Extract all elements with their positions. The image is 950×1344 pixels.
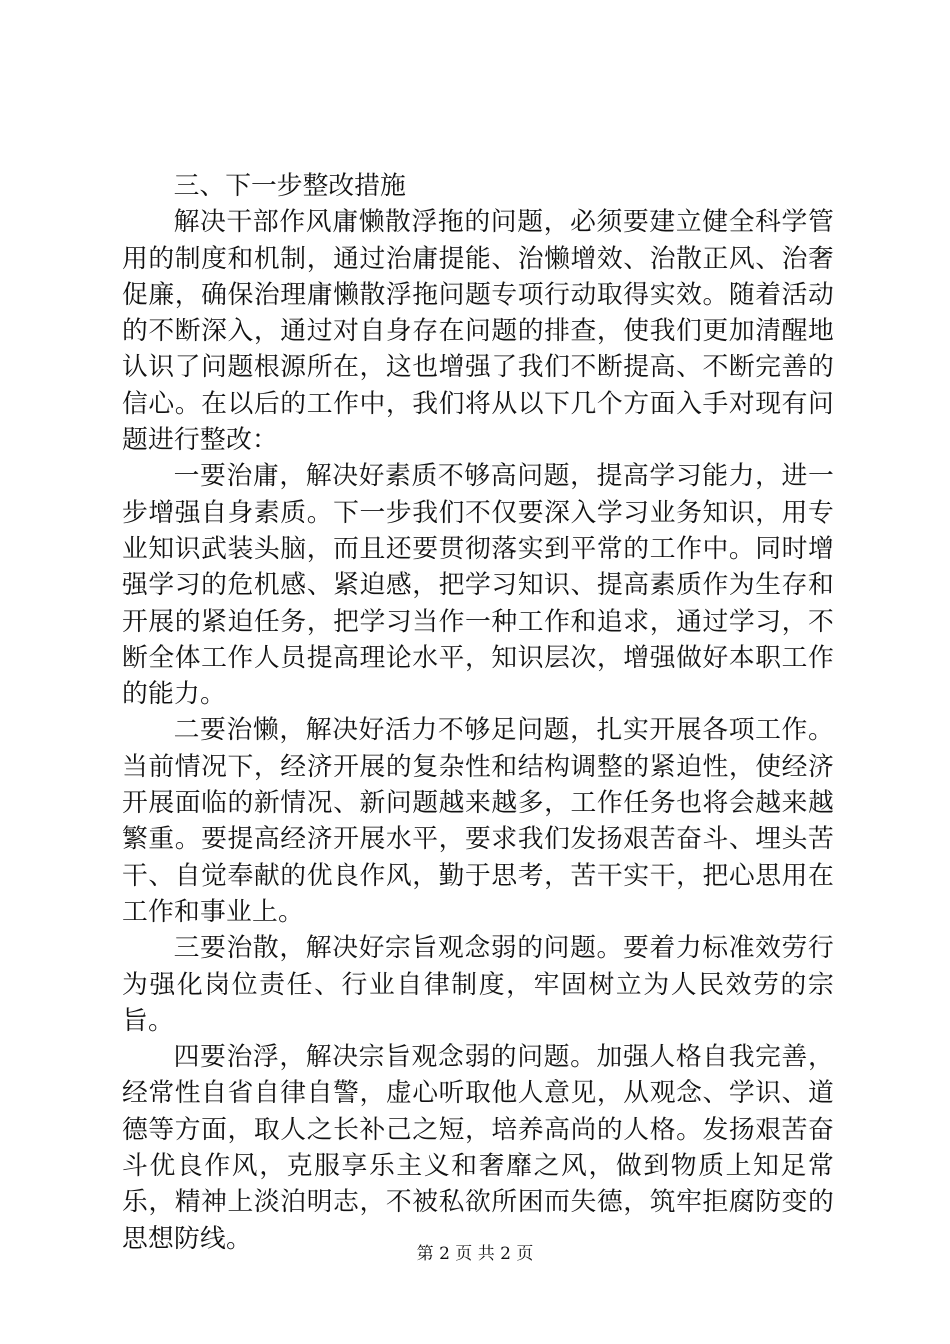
section-heading: 三、下一步整改措施 [173,171,406,201]
paragraph-measure-3: 三要治散，解决好宗旨观念弱的问题。要着力标准效劳行为强化岗位责任、行业自律制度，牢固树立为人民效劳的宗旨。 [122,933,834,1036]
page-number-footer: 第 2 页 共 2 页 [416,1244,534,1264]
paragraph-measure-2: 二要治懒，解决好活力不够足问题，扎实开展各项工作。当前情况下，经济开展的复杂性和结构调整的紧迫性，使经济开展面临的新情况、新问题越来越多，工作任务也将会越来越繁重。要提高经济开展水平，要求我们发扬艰苦奋斗、埋头苦干、自觉奉献的优良作风，勤于思考，苦干实干，把心思用在工作和事业上。 [122,715,834,927]
document-body [122,168,834,1257]
paragraph-measure-4: 四要治浮，解决宗旨观念弱的问题。加强人格自我完善，经常性自省自律自警，虚心听取他人意见，从观念、学识、道德等方面，取人之长补己之短，培养高尚的人格。发扬艰苦奋斗优良作风，克服享乐主义和奢靡之风，做到物质上知足常乐，精神上淡泊明志，不被私欲所困而失德，筑牢拒腐防变的思想防线。 [122,1042,834,1254]
paragraph-intro: 解决干部作风庸懒散浮拖的问题，必须要建立健全科学管用的制度和机制，通过治庸提能、治懒增效、治散正风、治奢促廉，确保治理庸懒散浮拖问题专项行动取得实效。随着活动的不断深入，通过对自身存在问题的排查，使我们更加清醒地认识了问题根源所在，这也增强了我们不断提高、不断完善的信心。在以后的工作中，我们将从以下几个方面入手对现有问题进行整改： [122,207,834,456]
paragraph-measure-1: 一要治庸，解决好素质不够高问题，提高学习能力，进一步增强自身素质。下一步我们不仅要深入学习业务知识，用专业知识武装头脑，而且还要贯彻落实到平常的工作中。同时增强学习的危机感、紧迫感，把学习知识、提高素质作为生存和开展的紧迫任务，把学习当作一种工作和追求，通过学习，不断全体工作人员提高理论水平，知识层次，增强做好本职工作的能力。 [122,461,834,710]
